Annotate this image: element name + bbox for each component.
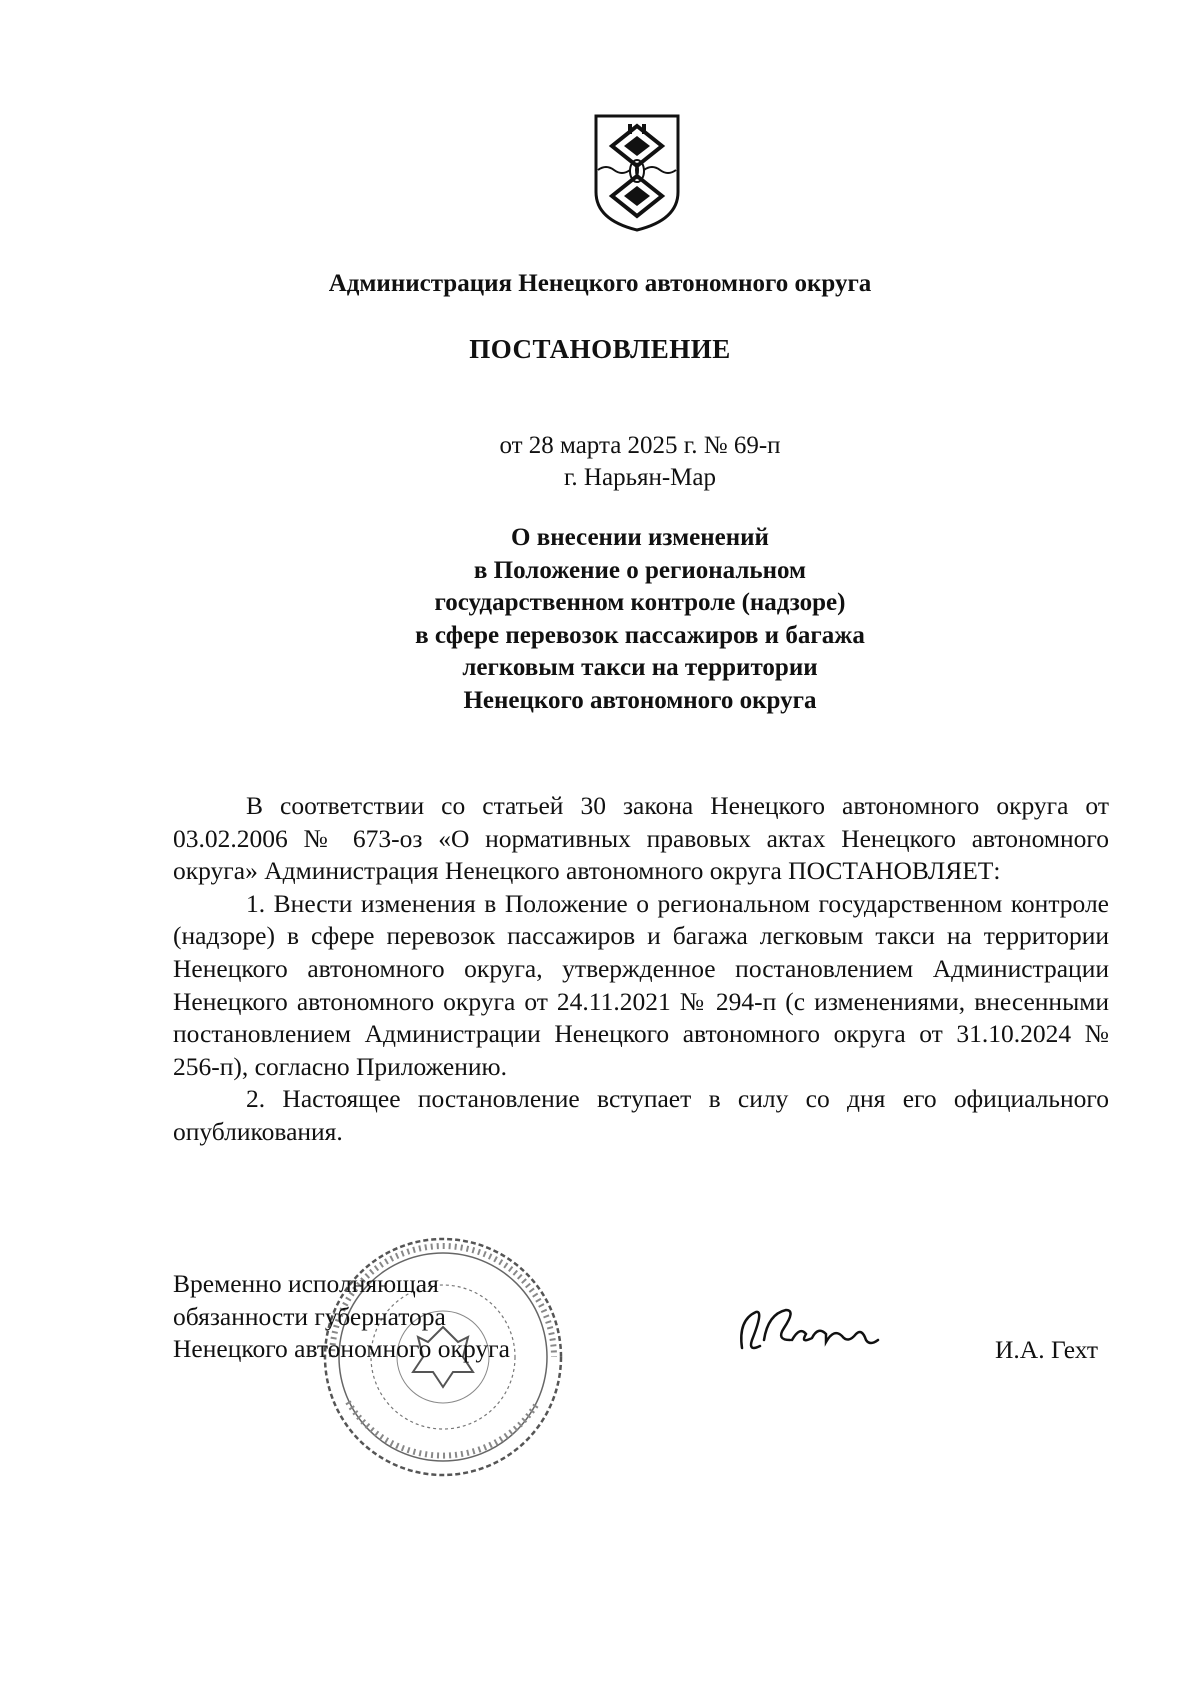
- handwritten-signature-icon: [734, 1300, 884, 1360]
- coat-of-arms-icon: [592, 112, 682, 234]
- title-line: легковым такси на территории: [462, 654, 818, 681]
- title-line: в сфере перевозок пассажиров и багажа: [415, 621, 865, 649]
- document-meta: [0, 430, 1200, 494]
- date-number: от 28 марта 2025 г. № 69-п: [499, 432, 781, 459]
- document-type: ПОСТАНОВЛЕНИЕ: [469, 334, 731, 364]
- title-line: государственном контроле (надзоре): [434, 589, 846, 616]
- position-line: Временно исполняющая: [173, 1269, 439, 1298]
- body-paragraph: В соответствии со статьей 30 закона Ненецкого автономного округа от 03.02.2006 № 673-оз «О нормативных правовых актах Ненецкого автономного округа» Администрация Ненецкого автономного округа ПОСТАНОВЛЯЕТ:: [173, 791, 1109, 886]
- organization-name: Администрация Ненецкого автономного округа: [328, 270, 872, 297]
- position-line: Ненецкого автономного округа: [173, 1334, 510, 1363]
- body-paragraph: 1. Внести изменения в Положение о региональном государственном контроле (надзоре) в сфере перевозок пассажиров и багажа легковым такси на территории Ненецкого автономного округа, утвержденное постановлением Администрации Ненецкого автономного округа от 24.11.2021 № 294-п (с изменениями, внесенными постановлением Администрации Ненецкого автономного округа от 31.10.2024 № 256-п), согласно Приложению.: [173, 888, 1109, 1081]
- signer-name: И.А. Гехт: [995, 1335, 1098, 1364]
- title-line: Ненецкого автономного округа: [463, 686, 817, 714]
- document-title: [0, 522, 1200, 717]
- title-line: в Положение о региональном: [473, 556, 807, 584]
- body-paragraph: 2. Настоящее постановление вступает в силу со дня его официального опубликования.: [173, 1084, 1109, 1146]
- position-line: обязанности губернатора: [173, 1301, 446, 1331]
- city: г. Нарьян-Мар: [563, 464, 716, 491]
- document-body: [173, 790, 1109, 1149]
- signature-position: [173, 1268, 510, 1366]
- title-line: О внесении изменений: [511, 524, 769, 551]
